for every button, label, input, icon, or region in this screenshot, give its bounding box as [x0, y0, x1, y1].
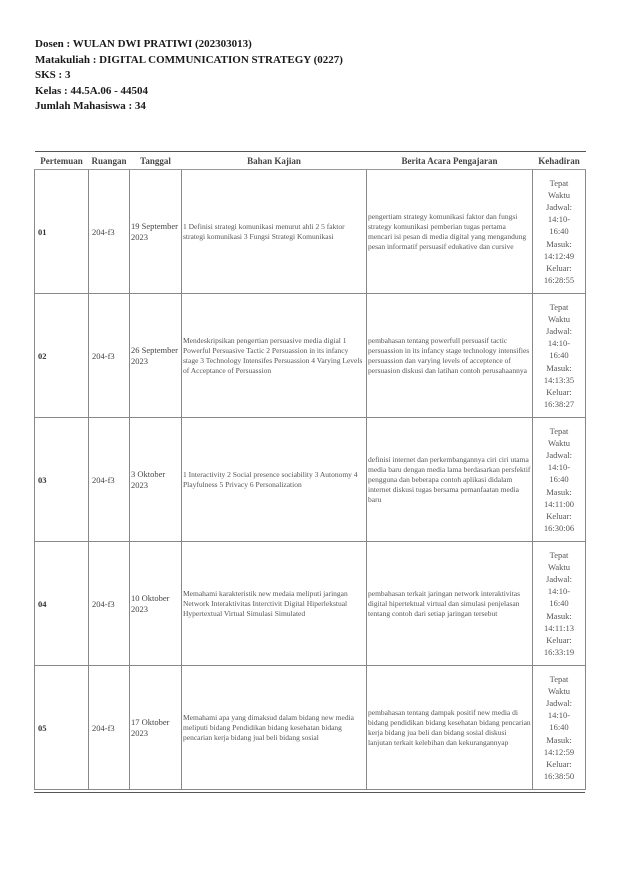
meeting-number: 04	[35, 542, 89, 666]
topic-cell: 1 Interactivity 2 Social presence sociability 3 Autonomy 4 Playfulness 5 Privacy 6 Personalization	[182, 418, 367, 542]
attendance-line: 14:10-	[547, 710, 571, 721]
attendance-line: 16:40	[549, 350, 569, 361]
attendance-line: Jadwal:	[546, 201, 572, 212]
room-cell: 204-f3	[89, 294, 130, 418]
attendance-line: 16:33:19	[543, 647, 575, 658]
attendance-line: Jadwal:	[546, 573, 572, 584]
attendance-line: Waktu	[548, 313, 570, 324]
teaching-notes-cell: pembahasan terkait jaringan network interaktivitas digital hipertektual virtual dan simulasi penjelasan tentang contoh dari setiap jaringan tersebut	[367, 542, 533, 666]
attendance-line: Waktu	[548, 561, 570, 572]
date-cell: 17 Oktober 2023	[130, 666, 182, 790]
course-line: Matakuliah : DIGITAL COMMUNICATION STRATEGY (0227)	[35, 53, 343, 66]
attendance-cell	[533, 418, 586, 542]
attendance-line: Waktu	[548, 685, 570, 696]
table-row	[35, 170, 586, 294]
attendance-line: Keluar:	[546, 635, 572, 645]
attendance-line: Keluar:	[546, 511, 572, 521]
date-cell: 10 Oktober 2023	[130, 542, 182, 666]
column-header: Tanggal	[130, 152, 182, 170]
meeting-number: 02	[35, 294, 89, 418]
room-cell: 204-f3	[89, 418, 130, 542]
table-row	[35, 294, 586, 418]
student-count-line: Jumlah Mahasiswa : 34	[35, 100, 146, 112]
attendance-line: 14:10-	[547, 462, 571, 473]
attendance-cell	[533, 666, 586, 790]
attendance-line: Waktu	[548, 437, 570, 448]
room-cell: 204-f3	[89, 170, 130, 294]
attendance-table	[34, 151, 586, 790]
topic-cell: Memahami karakteristik new medaia meliputi jaringan Network Interaktivitas Interctivit Digital Hiperlekstual Hypertextual Virtual Simulasi Simulated	[182, 542, 367, 666]
attendance-line: 16:40	[549, 474, 569, 485]
attendance-line: 14:10-	[547, 338, 571, 349]
attendance-line: Masuk:	[546, 362, 572, 373]
table-header-row	[35, 152, 586, 170]
attendance-line: Waktu	[548, 189, 570, 200]
meeting-number: 05	[35, 666, 89, 790]
date-cell: 19 September 2023	[130, 170, 182, 294]
attendance-line: Jadwal:	[546, 325, 572, 336]
attendance-line: 16:38:27	[543, 399, 575, 410]
lecturer-line: Dosen : WULAN DWI PRATIWI (202303013)	[35, 38, 252, 50]
table-row	[35, 418, 586, 542]
attendance-line: Masuk:	[546, 486, 572, 497]
date-cell: 3 Oktober 2023	[130, 418, 182, 542]
attendance-line: Tepat	[549, 425, 569, 436]
attendance-line: Jadwal:	[546, 449, 572, 460]
attendance-line: Jadwal:	[546, 697, 572, 708]
teaching-notes-cell: definisi internet dan perkembangannya ciri ciri utama media baru dengan media lama berdasarkan persfektif pengguna dan beberapa contoh aplikasi didalam internet diskusi tugas bersama pemanfaatan media baru	[367, 418, 533, 542]
room-cell: 204-f3	[89, 542, 130, 666]
attendance-line: 14:12:49	[543, 250, 575, 261]
attendance-line: Masuk:	[546, 734, 572, 745]
attendance-line: 16:38:50	[543, 771, 575, 782]
class-line: Kelas : 44.5A.06 - 44504	[35, 84, 149, 97]
teaching-notes-cell: pembahasan tentang dampak positif new media di bidang pendidikan bidang kesehatan bidang pencarian kerja bidang jua beli dan bidang sosial diskusi lanjutan terkait kelebihan dan kekurangannyap	[367, 666, 533, 790]
attendance-line: Tepat	[549, 301, 569, 312]
document-header	[35, 37, 595, 115]
attendance-line: Tepat	[549, 549, 569, 560]
date-cell: 26 September 2023	[130, 294, 182, 418]
teaching-notes-cell: pengertiam strategy komunikasi faktor dan fungsi strategy komunikasi pemberian tugas pertama mencari isi pesan di media digital yang mengandung pesan informatif persuasif edukative dan cursive	[367, 170, 533, 294]
attendance-cell	[533, 170, 586, 294]
topic-cell: Memahami apa yang dimaksud dalam bidang new media meliputi bidang Pendidikan bidang kesehatan bidang pencarian kerja bidang jual beli bidang sosial	[182, 666, 367, 790]
attendance-line: 14:12:59	[543, 746, 575, 757]
attendance-line: 14:13:35	[543, 374, 575, 385]
attendance-line: Keluar:	[546, 263, 572, 273]
column-header: Pertemuan	[35, 152, 89, 170]
attendance-line: 14:10-	[547, 586, 571, 597]
column-header: Bahan Kajian	[182, 152, 367, 170]
attendance-line: 16:28:55	[543, 275, 575, 286]
attendance-line: 16:40	[549, 722, 569, 733]
meeting-number: 03	[35, 418, 89, 542]
attendance-line: Masuk:	[546, 238, 572, 249]
column-header: Ruangan	[89, 152, 130, 170]
credits-line: SKS : 3	[35, 69, 71, 81]
table-row	[35, 542, 586, 666]
column-header: Berita Acara Pengajaran	[367, 152, 533, 170]
attendance-line: 14:11:13	[544, 622, 574, 633]
column-header: Kehadiran	[533, 152, 586, 170]
teaching-notes-cell: pembahasan tentang powerfull persuasif tactic persuassion in its infancy stage technology intensifies persuassion dan varying levels of acceptence of persuasion diskusi dan latihan contoh perusahaannya	[367, 294, 533, 418]
attendance-line: 14:10-	[547, 214, 571, 225]
attendance-line: Keluar:	[546, 387, 572, 397]
attendance-line: Tepat	[549, 673, 569, 684]
topic-cell: 1 Definisi strategi komunikasi menurut ahli 2 5 faktor strategi komunikasi 3 Fungsi Strategi Komunikasi	[182, 170, 367, 294]
attendance-cell	[533, 294, 586, 418]
room-cell: 204-f3	[89, 666, 130, 790]
table-row	[35, 666, 586, 790]
attendance-line: 16:40	[549, 598, 569, 609]
attendance-line: 16:40	[549, 226, 569, 237]
table-bottom-border	[34, 792, 585, 793]
attendance-line: 16:30:06	[543, 523, 575, 534]
attendance-line: Tepat	[549, 177, 569, 188]
topic-cell: Mendeskripsikan pengertian persuasive media digial 1 Powerful Persuasive Tactic 2 Persuassion in its infancy stage 3 Technology Intensifes Persuassion 4 Varying Levels of Acceptance of Persuassion	[182, 294, 367, 418]
attendance-line: Keluar:	[546, 759, 572, 769]
attendance-cell	[533, 542, 586, 666]
attendance-line: Masuk:	[546, 610, 572, 621]
meeting-number: 01	[35, 170, 89, 294]
attendance-line: 14:11:00	[544, 498, 574, 509]
